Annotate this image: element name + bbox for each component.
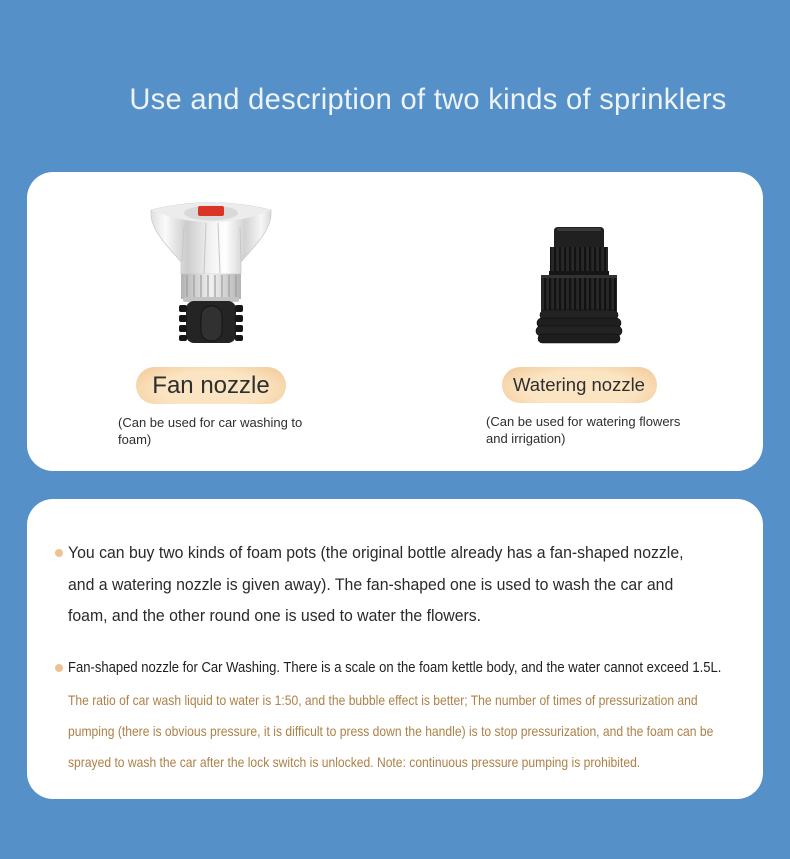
bullet-dot-icon bbox=[55, 664, 63, 672]
text-line: The ratio of car wash liquid to water is 1:50, and the bubble effect is better; The number of times of pressurization and bbox=[68, 691, 698, 708]
product-watering bbox=[395, 172, 763, 471]
text-line: sprayed to wash the car after the lock switch is unlocked. Note: continuous pressure pumping is prohibited. bbox=[68, 753, 641, 770]
bullet-foam-pots-text bbox=[68, 537, 730, 632]
bullet-fan-nozzle-text bbox=[68, 658, 743, 778]
text-line: and irrigation) bbox=[486, 431, 566, 446]
watering-nozzle-label: Watering nozzle bbox=[513, 374, 645, 395]
page-title: Use and description of two kinds of sprinklers bbox=[129, 83, 727, 116]
text-line: and a watering nozzle is given away). The fan-shaped one is used to wash the car and bbox=[68, 574, 674, 594]
bullet-dot-icon bbox=[55, 549, 63, 557]
watering-nozzle-caption bbox=[486, 413, 681, 447]
fan-nozzle-usage-details bbox=[68, 685, 743, 778]
text-line: foam) bbox=[118, 432, 152, 447]
product-fan bbox=[27, 172, 395, 471]
bullet-item-fan-nozzle-usage bbox=[55, 658, 743, 778]
text-line: You can buy two kinds of foam pots (the original bottle already has a fan-shaped nozzle, bbox=[68, 543, 684, 562]
watering-nozzle-image-wrap bbox=[524, 172, 634, 345]
products-card bbox=[27, 172, 763, 471]
bullet-item-foam-pots bbox=[55, 537, 743, 632]
fan-nozzle-image bbox=[146, 197, 276, 345]
text-line: (Can be used for car washing to bbox=[118, 415, 303, 430]
fan-nozzle-label-pill bbox=[136, 367, 286, 404]
text-line: foam, and the other round one is used to water the flowers. bbox=[68, 606, 482, 625]
fan-nozzle-usage-heading: Fan-shaped nozzle for Car Washing. There is a scale on the foam kettle body, and the water cannot exceed 1.5L. bbox=[68, 659, 722, 676]
fan-nozzle-label: Fan nozzle bbox=[152, 371, 270, 399]
watering-nozzle-label-pill bbox=[502, 367, 657, 403]
description-card bbox=[27, 499, 763, 799]
text-line: (Can be used for watering flowers bbox=[486, 414, 681, 429]
text-line: pumping (there is obvious pressure, it is difficult to press down the handle) is to stop pressurization, and the foam can be bbox=[68, 722, 714, 739]
watering-nozzle-image bbox=[524, 225, 634, 345]
fan-nozzle-image-wrap bbox=[146, 172, 276, 345]
fan-nozzle-caption bbox=[118, 414, 304, 448]
